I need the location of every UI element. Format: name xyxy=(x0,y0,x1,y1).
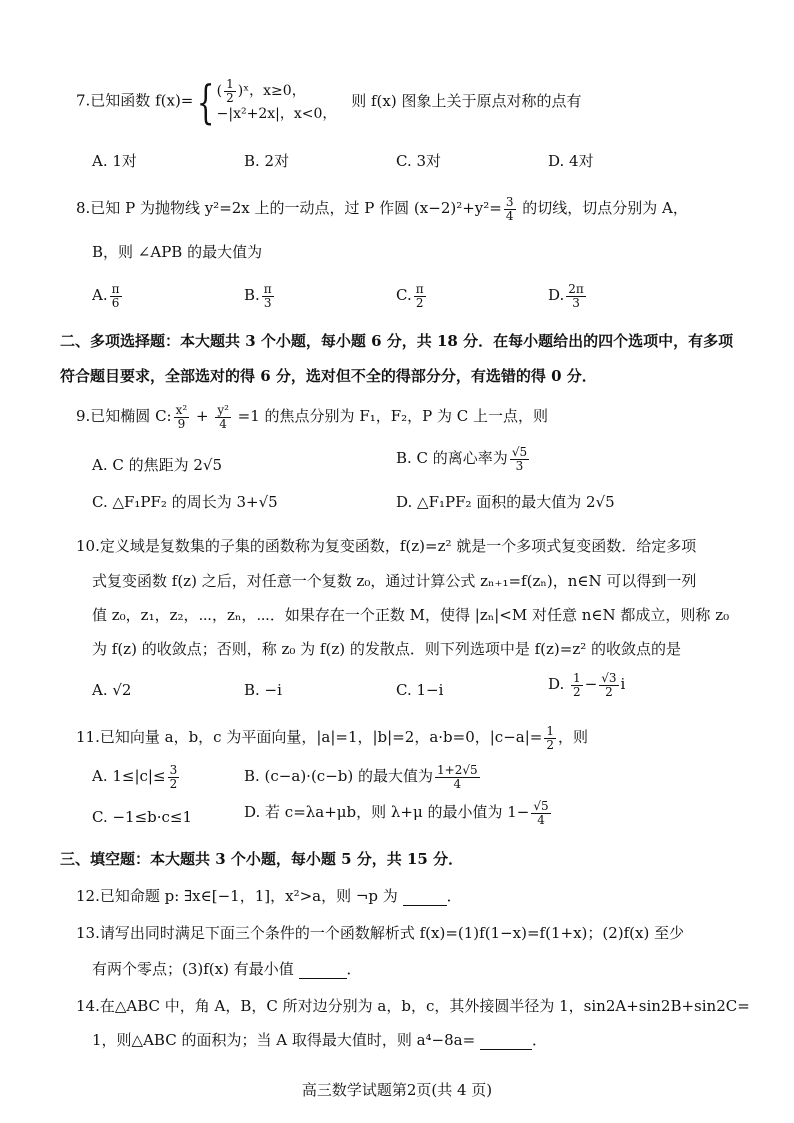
q9-fraction-y: $\frac{\text{y²}}{4}$ xyxy=(217,403,229,431)
q7-half-fraction: $\frac{1}{2}$ xyxy=(226,77,234,105)
q11-option-d: D. 若 c=λa+μb，则 λ+μ 的最小值为 1− $\frac{√5}{4}$ xyxy=(244,799,549,827)
q12-stem: 12.已知命题 p: ∃x∈[−1，1]，x²>a，则 ¬p 为 ． xyxy=(76,887,462,905)
q11-option-c: C. −1≤b·c≤1 xyxy=(92,808,193,826)
q9-option-d: D. △F₁PF₂ 面积的最大值为 2√5 xyxy=(396,493,615,511)
q11-option-a: A. 1≤|c|≤ $\frac{3}{2}$ xyxy=(92,763,178,791)
q10-option-a: A. √2 xyxy=(92,681,132,699)
q9-fraction-x: $\frac{\text{x²}}{9}$ xyxy=(175,403,188,431)
q10-line3: 值 z₀，z₁，z₂，⋯，zₙ，⋯．如果存在一个正数 M，使得 |zₙ|<M 对任意 n∈N 都成立，则称 z₀ xyxy=(92,606,730,624)
q9-option-b: B. C 的离心率为 $\frac{√5}{3}$ xyxy=(396,445,528,473)
brace-icon: { xyxy=(197,74,215,129)
q8-option-a: A. $\frac{\pi}{6}$ xyxy=(92,282,120,310)
q10-line4: 为 f(z) 的收敛点；否则，称 z₀ 为 f(z) 的发散点．则下列选项中是 f(z)=z² 的收敛点的是 xyxy=(92,640,682,658)
q8-line1: 8.已知 P 为抛物线 y²=2x 上的一动点，过 P 作圆 (x−2)²+y²= $\frac{3}{4}$ 的切线，切点分别为 A， xyxy=(76,195,688,223)
q13-answer-blank[interactable] xyxy=(299,960,347,979)
q8-option-c: C. $\frac{\pi}{2}$ xyxy=(396,282,424,310)
q13-line2: 有两个零点；(3)f(x) 有最小值 ． xyxy=(92,960,362,978)
q7-option-c: C. 3对 xyxy=(396,152,442,170)
q7-piecewise xyxy=(217,78,337,125)
q8-option-b: B. $\frac{\pi}{3}$ xyxy=(244,282,272,310)
q7-option-a: A. 1对 xyxy=(92,152,137,170)
q7-stem xyxy=(76,74,582,129)
section2-heading: 二、多项选择题：本大题共 3 个小题，每小题 6 分，共 18 分．在每小题给出的四个选项中，有多项 xyxy=(60,332,734,350)
q11-option-b: B. (c−a)·(c−b) 的最大值为 $\frac{1+2√5}{4}$ xyxy=(244,763,478,791)
q7-piece2: −|x²+2x|，x<0， xyxy=(216,106,337,123)
q10-option-c: C. 1−i xyxy=(396,681,444,699)
q7-piece1: ( $\frac{1}{2}$ )ˣ，x≥0， xyxy=(216,77,306,105)
q10-option-b: B. −i xyxy=(244,681,282,699)
q7-option-d: D. 4对 xyxy=(548,152,594,170)
q9-option-a: A. C 的焦距为 2√5 xyxy=(92,456,223,474)
q8-option-d: D. $\frac{2\pi}{3}$ xyxy=(548,282,584,310)
q9-stem: 9.已知椭圆 C: $\frac{\text{x²}}{9}$ + $\frac{\text{y²}}{4}$ =1 的焦点分别为 F₁，F₂，P 为 C 上一点，则 xyxy=(76,403,549,431)
q11-stem: 11.已知向量 a，b，c 为平面向量，|a|=1，|b|=2，a·b=0，|c−a|= $\frac{1}{2}$ ，则 xyxy=(76,724,588,752)
q10-line1: 10.定义域是复数集的子集的函数称为复变函数，f(z)=z² 就是一个多项式复变函数．给定多项 xyxy=(76,537,697,555)
q14-answer-blank[interactable] xyxy=(480,1031,532,1050)
q8-fraction: $\frac{3}{4}$ xyxy=(505,195,514,223)
q7-prefix: 7.已知函数 f(x)= xyxy=(76,91,194,110)
q14-line1: 14.在△ABC 中，角 A，B，C 所对边分别为 a，b，c，其外接圆半径为 1，sin2A+sin2B+sin2C= xyxy=(76,997,750,1015)
q7-suffix: 则 f(x) 图象上关于原点对称的点有 xyxy=(351,91,582,110)
section3-heading: 三、填空题：本大题共 3 个小题，每小题 5 分，共 15 分． xyxy=(60,850,464,868)
section2-instructions: 符合题目要求，全部选对的得 6 分，选对但不全的得部分分，有选错的得 0 分． xyxy=(60,367,597,385)
q10-option-d: D. $\frac{1}{2}$ − $\frac{√3}{2}$ i xyxy=(548,671,626,699)
q8-line2: B，则 ∠APB 的最大值为 xyxy=(92,243,263,261)
q7-option-b: B. 2对 xyxy=(244,152,290,170)
q13-line1: 13.请写出同时满足下面三个条件的一个函数解析式 f(x)=(1)f(1−x)=f(1+x)；(2)f(x) 至少 xyxy=(76,924,685,942)
q14-line2: 1，则△ABC 的面积为；当 A 取得最大值时，则 a⁴−8a= ． xyxy=(92,1031,547,1049)
q10-line2: 式复变函数 f(z) 之后，对任意一个复数 z₀，通过计算公式 zₙ₊₁=f(zₙ)，n∈N 可以得到一列 xyxy=(92,572,697,590)
q12-answer-blank[interactable] xyxy=(403,887,447,906)
page-footer: 高三数学试题第2页(共 4 页) xyxy=(301,1081,493,1099)
q9-option-c: C. △F₁PF₂ 的周长为 3+√5 xyxy=(92,493,278,511)
